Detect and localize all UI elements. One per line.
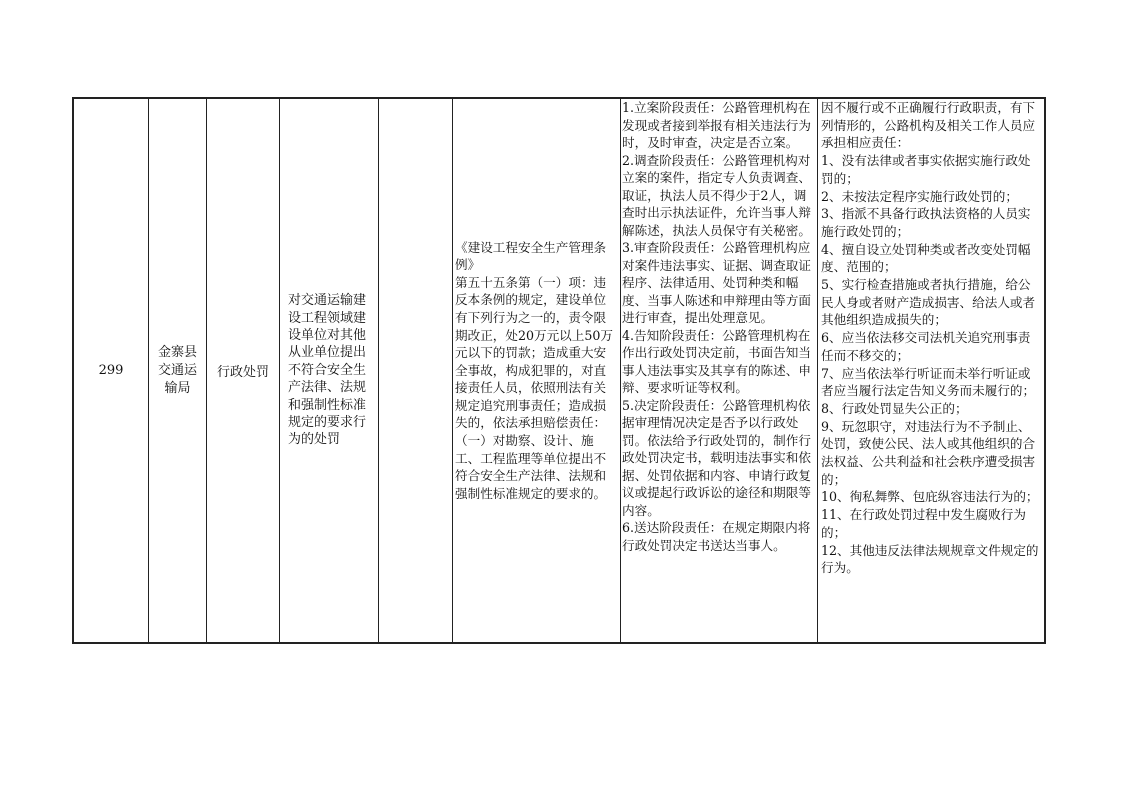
- responsibility-cell: [621, 99, 817, 642]
- accountability-item: 11、在行政处罚过程中发生腐败行为的；: [821, 507, 1026, 540]
- accountability-item: 3、指派不具备行政执法资格的人员实施行政处罚的；: [821, 206, 1031, 239]
- responsibility-item: 3.审查阶段责任：公路管理机构应对案件违法事实、证据、调查取证程序、法律适用、处罚种类和幅度、当事人陈述和申辩理由等方面进行审查，提出处理意见。: [622, 240, 811, 325]
- accountability-item: 12、其他违反法律法规规章文件规定的行为。: [821, 542, 1039, 576]
- legal-basis-article: 第五十五条第（一）项：违反本条例的规定，建设单位有下列行为之一的，责令限期改正，处20万元以上50万元以下的罚款；造成重大安全事故，构成犯罪的，对直接责任人员，依照刑法有关规定追究刑事责任；造成损失的，依法承担赔偿责任：: [455, 274, 613, 431]
- accountability-intro: 因不履行或不正确履行行政职责，有下列情形的，公路机构及相关工作人员应承担相应责任：: [821, 100, 1036, 151]
- row-number-cell: [74, 99, 148, 642]
- accountability-item: 6、应当依法移交司法机关追究刑事责任而不移交的；: [821, 330, 1031, 363]
- accountability-item: 2、未按法定程序实施行政处罚的；: [821, 188, 1018, 204]
- legal-basis-cell: [453, 99, 620, 642]
- accountability-item: 1、没有法律或者事实依据实施行政处罚的；: [821, 153, 1031, 186]
- accountability-cell: [818, 99, 1046, 642]
- accountability-item: 9、玩忽职守，对违法行为不予制止、处罚，致使公民、法人或其他组织的合法权益、公共利益和社会秩序遭受损害的；: [821, 418, 1036, 487]
- row-number: 299: [98, 363, 124, 378]
- accountability-item: 7、应当依法举行听证而未举行听证或者应当履行法定告知义务而未履行的；: [821, 365, 1036, 399]
- sub-item-cell: [379, 99, 452, 642]
- legal-basis-title: 《建设工程安全生产管理条例》: [455, 239, 607, 273]
- responsibility-item: 4.告知阶段责任：公路管理机构在作出行政处罚决定前，书面告知当事人违法事实及其享有的陈述、申辩、要求听证等权利。: [622, 327, 811, 395]
- accountability-item: 5、实行检查措施或者执行措施，给公民人身或者财产造成损害、给法人或者其他组织造成损失的；: [821, 277, 1036, 328]
- responsibility-item: 2.调查阶段责任：公路管理机构对立案的案件，指定专人负责调查、取证，执法人员不得少于2人，调查时出示执法证件，允许当事人辩解陈述，执法人员保守有关秘密。: [622, 152, 811, 238]
- legal-basis-clause: （一）对勘察、设计、施工、工程监理等单位提出不符合安全生产法律、法规和强制性标准规定的要求的。: [455, 433, 607, 501]
- accountability-item: 10、徇私舞弊、包庇纵容违法行为的；: [821, 489, 1039, 505]
- power-list-table: [72, 97, 1046, 644]
- accountability-item: 8、行政处罚显失公正的；: [821, 400, 968, 416]
- organization-cell: [149, 99, 206, 642]
- organization-name: 金寨县交通运输局: [157, 344, 197, 396]
- item-name-cell: [280, 99, 378, 642]
- action-type-cell: [207, 99, 279, 642]
- accountability-item: 4、擅自设立处罚种类或者改变处罚幅度、范围的；: [821, 241, 1031, 275]
- responsibility-item: 5.决定阶段责任：公路管理机构依据审理情况决定是否予以行政处罚。依法给予行政处罚的，制作行政处罚决定书，载明违法事实和依据、处罚依据和内容、申请行政复议或提起行政诉讼的途径和期限等内容。: [622, 397, 811, 518]
- responsibility-item: 6.送达阶段责任：在规定期限内将行政处罚决定书送达当事人。: [622, 520, 811, 553]
- item-name: 对交通运输建设工程领域建设单位对其他从业单位提出不符合安全生产法律、法规和强制性标准规定的要求行为的处罚: [288, 293, 367, 448]
- action-type: 行政处罚: [216, 365, 269, 380]
- responsibility-item: 1.立案阶段责任：公路管理机构在发现或者接到举报有相关违法行为时，及时审查，决定是否立案。: [622, 100, 811, 150]
